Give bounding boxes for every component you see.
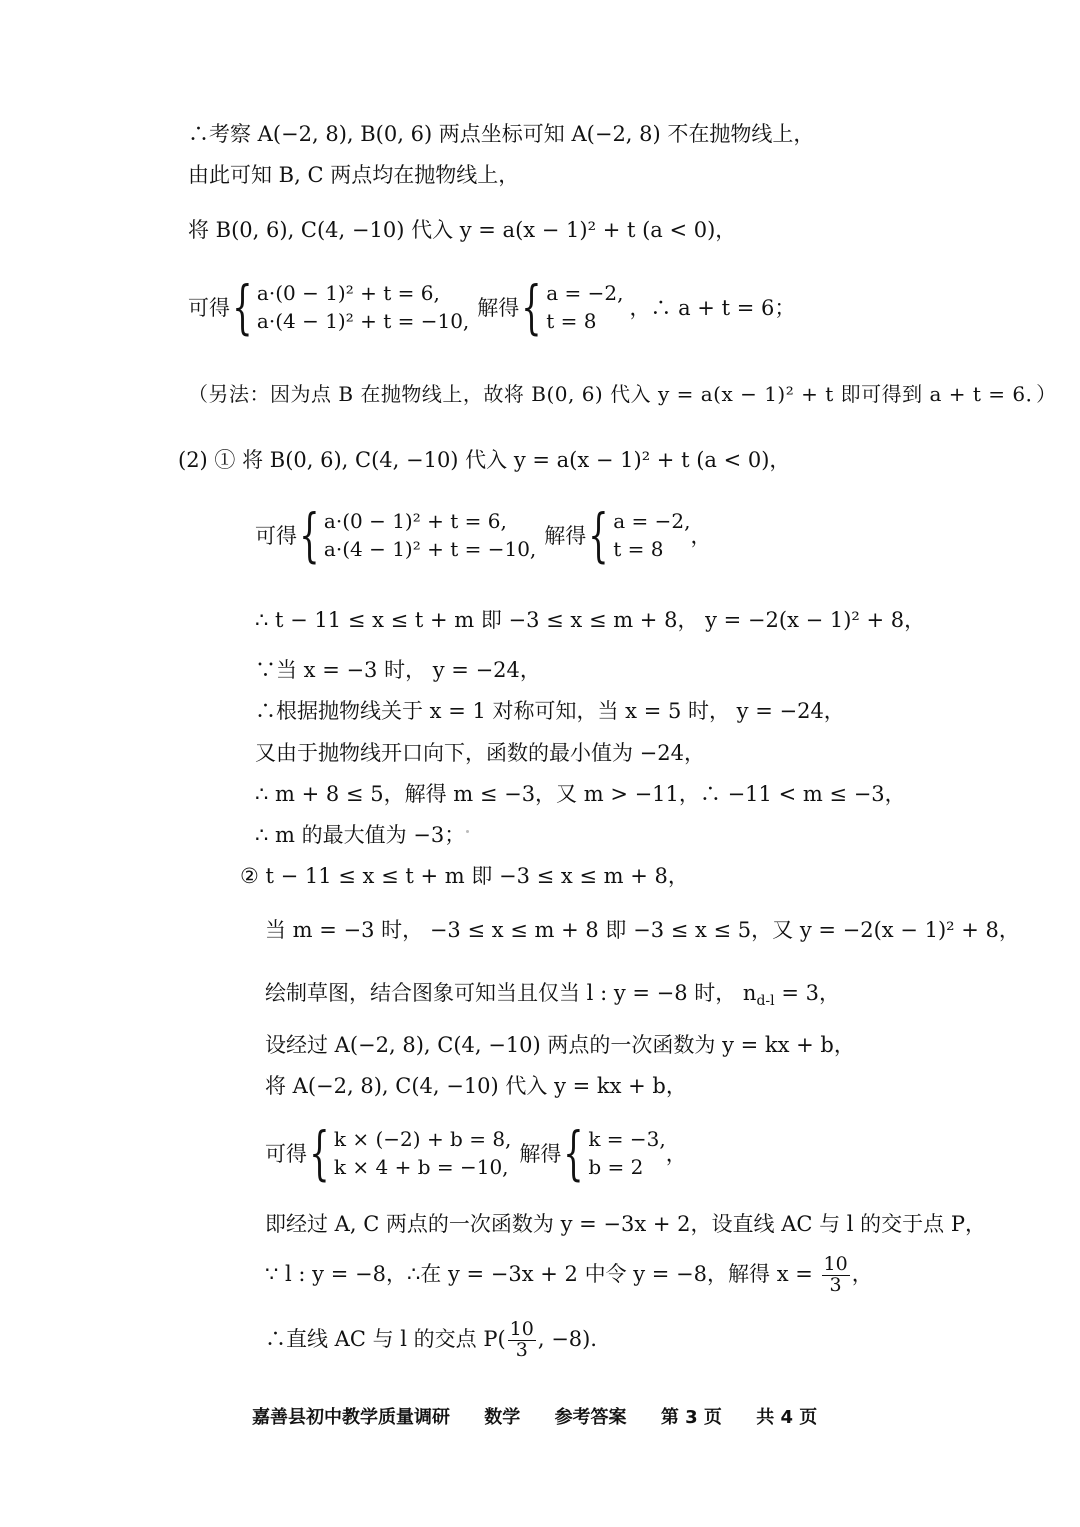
- intersection-statement-end: , −8)．: [537, 1326, 612, 1351]
- solution-line-22: [265, 1320, 611, 1361]
- page-footer: [252, 1407, 845, 1429]
- system-solution: k = −3,: [588, 1127, 666, 1151]
- system-solution: t = 8: [546, 309, 597, 333]
- fraction-numerator: 10: [823, 1253, 848, 1275]
- solution-line-18: 将 A(−2, 8), C(4, −10) 代入 y = kx + b，: [265, 1074, 687, 1098]
- solution-line-3: 将 B(0, 6), C(4, −10) 代入 y = a(x − 1)² + t (a < 0)，: [188, 218, 737, 242]
- solution-line-1: ∴考察 A(−2, 8), B(0, 6) 两点坐标可知 A(−2, 8) 不在抛物线上，: [188, 122, 815, 146]
- solution-line-15: 当 m = −3 时， −3 ≤ x ≤ m + 8 即 −3 ≤ x ≤ 5，又 y = −2(x − 1)² + 8，: [265, 918, 1020, 942]
- solution-line-17: 设经过 A(−2, 8), C(4, −10) 两点的一次函数为 y = kx + b，: [265, 1033, 855, 1057]
- system-prefix: 可得: [188, 296, 230, 320]
- fraction-denominator: 3: [829, 1273, 842, 1296]
- intersection-statement: ∴直线 AC 与 l 的交点 P(: [265, 1326, 506, 1351]
- equation-system-1: [188, 273, 796, 341]
- solution-line-10: ∴根据抛物线关于 x = 1 对称可知，当 x = 5 时， y = −24，: [255, 699, 845, 723]
- equation-system-3: [265, 1119, 687, 1187]
- sketch-statement-end: = 3，: [774, 981, 840, 1005]
- system-solutions: [613, 509, 690, 561]
- system-solution: a = −2,: [546, 281, 624, 305]
- system-equations: [257, 281, 469, 333]
- left-brace-icon: {: [309, 1119, 330, 1187]
- solve-statement-end: ，: [851, 1261, 873, 1286]
- system-equation: a·(0 − 1)² + t = 6,: [323, 509, 507, 533]
- system-mid-label: 解得: [477, 296, 520, 320]
- solve-statement: ∵ l : y = −8，∴在 y = −3x + 2 中令 y = −8，解得 x =: [265, 1261, 813, 1286]
- solution-line-2: 由此可知 B, C 两点均在抛物线上，: [188, 163, 520, 187]
- fraction: [508, 1320, 536, 1361]
- system-mid-label: 解得: [544, 524, 587, 548]
- scan-speck: [466, 830, 469, 833]
- system-solutions: [546, 281, 623, 333]
- equation-system-2: [255, 501, 712, 569]
- footer-school: 嘉善县初中教学质量调研: [252, 1407, 450, 1428]
- system-equation: a·(4 − 1)² + t = −10,: [323, 537, 537, 561]
- solution-line-9: ∵当 x = −3 时， y = −24，: [255, 658, 541, 682]
- subscript-label: d-l: [756, 993, 775, 1010]
- system-prefix: 可得: [265, 1142, 307, 1166]
- fraction-numerator: 10: [509, 1318, 534, 1340]
- system-solutions: [588, 1127, 665, 1179]
- solution-line-20: 即经过 A, C 两点的一次函数为 y = −3x + 2，设直线 AC 与 l 的交于点 P，: [265, 1212, 986, 1236]
- solution-line-12: ∴ m + 8 ≤ 5，解得 m ≤ −3，又 m > −11，∴ −11 < m ≤ −3，: [255, 782, 906, 806]
- footer-type: 参考答案: [554, 1407, 627, 1428]
- system-mid-label: 解得: [519, 1142, 562, 1166]
- part-2-line: (2) ① 将 B(0, 6), C(4, −10) 代入 y = a(x − 1)² + t (a < 0)，: [178, 448, 791, 472]
- fraction-denominator: 3: [515, 1338, 528, 1361]
- alternative-method-note: （另法：因为点 B 在抛物线上，故将 B(0, 6) 代入 y = a(x − 1)² + t 即可得到 a + t = 6．）: [188, 382, 1057, 406]
- system-solution: a = −2,: [613, 509, 691, 533]
- system-suffix: ，: [665, 1142, 687, 1166]
- solution-line-14: ② t − 11 ≤ x ≤ t + m 即 −3 ≤ x ≤ m + 8，: [240, 864, 689, 888]
- solution-line-8: ∴ t − 11 ≤ x ≤ t + m 即 −3 ≤ x ≤ m + 8， y = −2(x − 1)² + 8，: [255, 608, 926, 632]
- system-equation: k × (−2) + b = 8,: [333, 1127, 512, 1151]
- system-equation: a·(4 − 1)² + t = −10,: [256, 309, 470, 333]
- sketch-statement: 绘制草图，结合图象可知当且仅当 l : y = −8 时， n: [265, 981, 757, 1005]
- system-equations: [324, 509, 536, 561]
- left-brace-icon: {: [232, 273, 253, 341]
- solution-line-16: [265, 981, 840, 1010]
- system-equation: a·(0 − 1)² + t = 6,: [256, 281, 440, 305]
- solution-line-13: ∴ m 的最大值为 −3；: [255, 823, 466, 847]
- left-brace-icon: {: [521, 273, 542, 341]
- solution-line-21: [265, 1255, 873, 1296]
- system-solution: t = 8: [613, 537, 664, 561]
- system-suffix: ，: [690, 524, 712, 548]
- left-brace-icon: {: [588, 501, 609, 569]
- system-equation: k × 4 + b = −10,: [333, 1155, 509, 1179]
- system-suffix: ，∴ a + t = 6；: [629, 296, 796, 320]
- left-brace-icon: {: [299, 501, 320, 569]
- system-equations: [334, 1127, 512, 1179]
- fraction: [822, 1255, 850, 1296]
- system-solution: b = 2: [588, 1155, 644, 1179]
- system-prefix: 可得: [255, 524, 297, 548]
- footer-subject: 数学: [484, 1407, 521, 1428]
- footer-total: 共 4 页: [756, 1407, 818, 1428]
- solution-line-11: 又由于抛物线开口向下，函数的最小值为 −24，: [255, 741, 705, 765]
- left-brace-icon: {: [563, 1119, 585, 1187]
- footer-page: 第 3 页: [660, 1407, 722, 1428]
